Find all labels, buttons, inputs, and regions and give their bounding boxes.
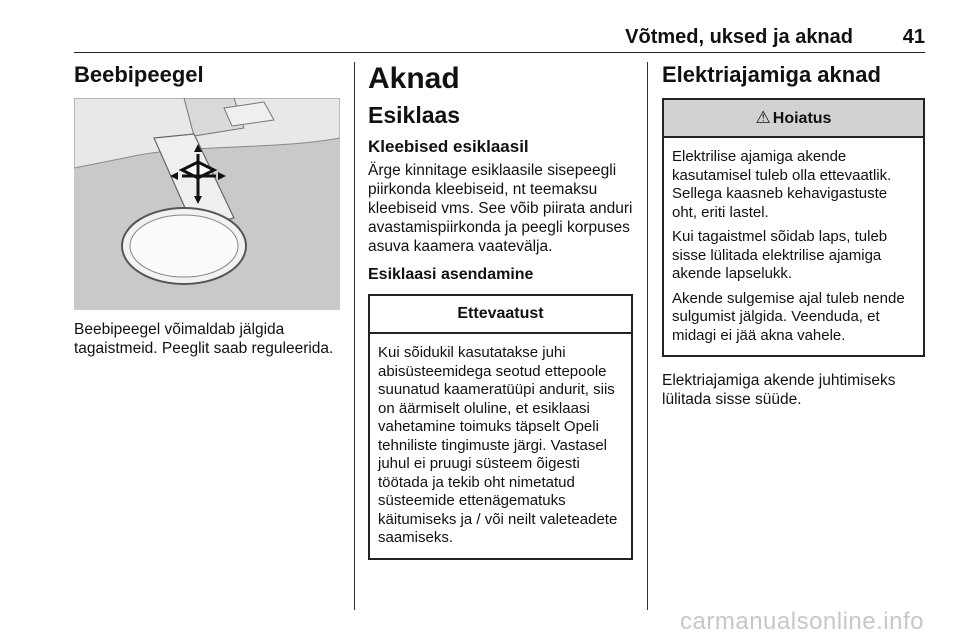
power-windows-paragraph: Elektriajamiga akende juhtimiseks lülitada sisse süüde. bbox=[662, 372, 896, 408]
middle-column bbox=[368, 62, 633, 560]
warning-header bbox=[664, 100, 923, 138]
running-title: Võtmed, uksed ja aknad bbox=[625, 26, 853, 48]
mirror-drawing bbox=[74, 98, 340, 310]
caution-title: Ettevaatust bbox=[370, 296, 631, 334]
page-number: 41 bbox=[902, 26, 925, 48]
warning-title: Hoiatus bbox=[772, 110, 832, 127]
mirror-illustration bbox=[74, 98, 340, 310]
section-heading-baby-mirror: Beebipeegel bbox=[74, 62, 204, 87]
warning-paragraph: Elektrilise ajamiga akende kasutamisel tuleb olla ettevaatlik. Sellega kaasneb kehavigastuste oht, eriti lastel. bbox=[672, 148, 892, 221]
heading-windscreen-replacement: Esiklaasi asendamine bbox=[368, 266, 534, 283]
baby-mirror-description: Beebipeegel võimaldab jälgida tagaistmeid. Peeglit saab reguleerida. bbox=[74, 321, 334, 357]
warning-paragraph: Kui tagaistmel sõidab laps, tuleb sisse lülitada elektrilise ajamiga akende lapselukk. bbox=[672, 228, 888, 282]
warning-paragraph: Akende sulgemise ajal tuleb nende sulgumist jälgida. Veenduda, et midagi ei jää akna vahele. bbox=[672, 289, 905, 344]
caution-text: Kui sõidukil kasutatakse juhi abisüsteemidega seotud ettepoole suunatud kaameratüüpi andurit, siis on äärmiselt oluline, et esiklaasi vahetamine toimuks täpselt Opeli tehniliste tingimuste järgi. Vastasel juhul ei pruugi süsteem õigesti töötada ja tekib oht nimetatud süsteemide ettenägematuks käitumiseks ja / või neilt valeteadete saamiseks. bbox=[378, 344, 618, 546]
left-column bbox=[74, 62, 340, 366]
column-divider-2 bbox=[647, 62, 648, 610]
warning-box bbox=[662, 98, 925, 357]
heading-stickers: Kleebised esiklaasil bbox=[368, 137, 529, 156]
section-heading-power-windows: Elektriajamiga aknad bbox=[662, 62, 881, 87]
watermark: carmanualsonline.info bbox=[680, 608, 924, 635]
section-title-windows: Aknad bbox=[368, 62, 460, 95]
column-divider-1 bbox=[354, 62, 355, 610]
caution-box bbox=[368, 294, 633, 560]
subsection-windscreen: Esiklaas bbox=[368, 102, 461, 128]
warning-triangle-icon: ⚠ bbox=[755, 108, 771, 127]
page-header bbox=[74, 26, 925, 53]
stickers-paragraph: Ärge kinnitage esiklaasile sisepeegli piirkonda kleebiseid, nt teemaksu kleebiseid vms. See võib piirata anduri avastamispiirkonda ja peegli korpuses asuva kaamera vaatevälja. bbox=[368, 162, 633, 255]
right-column bbox=[662, 62, 925, 417]
